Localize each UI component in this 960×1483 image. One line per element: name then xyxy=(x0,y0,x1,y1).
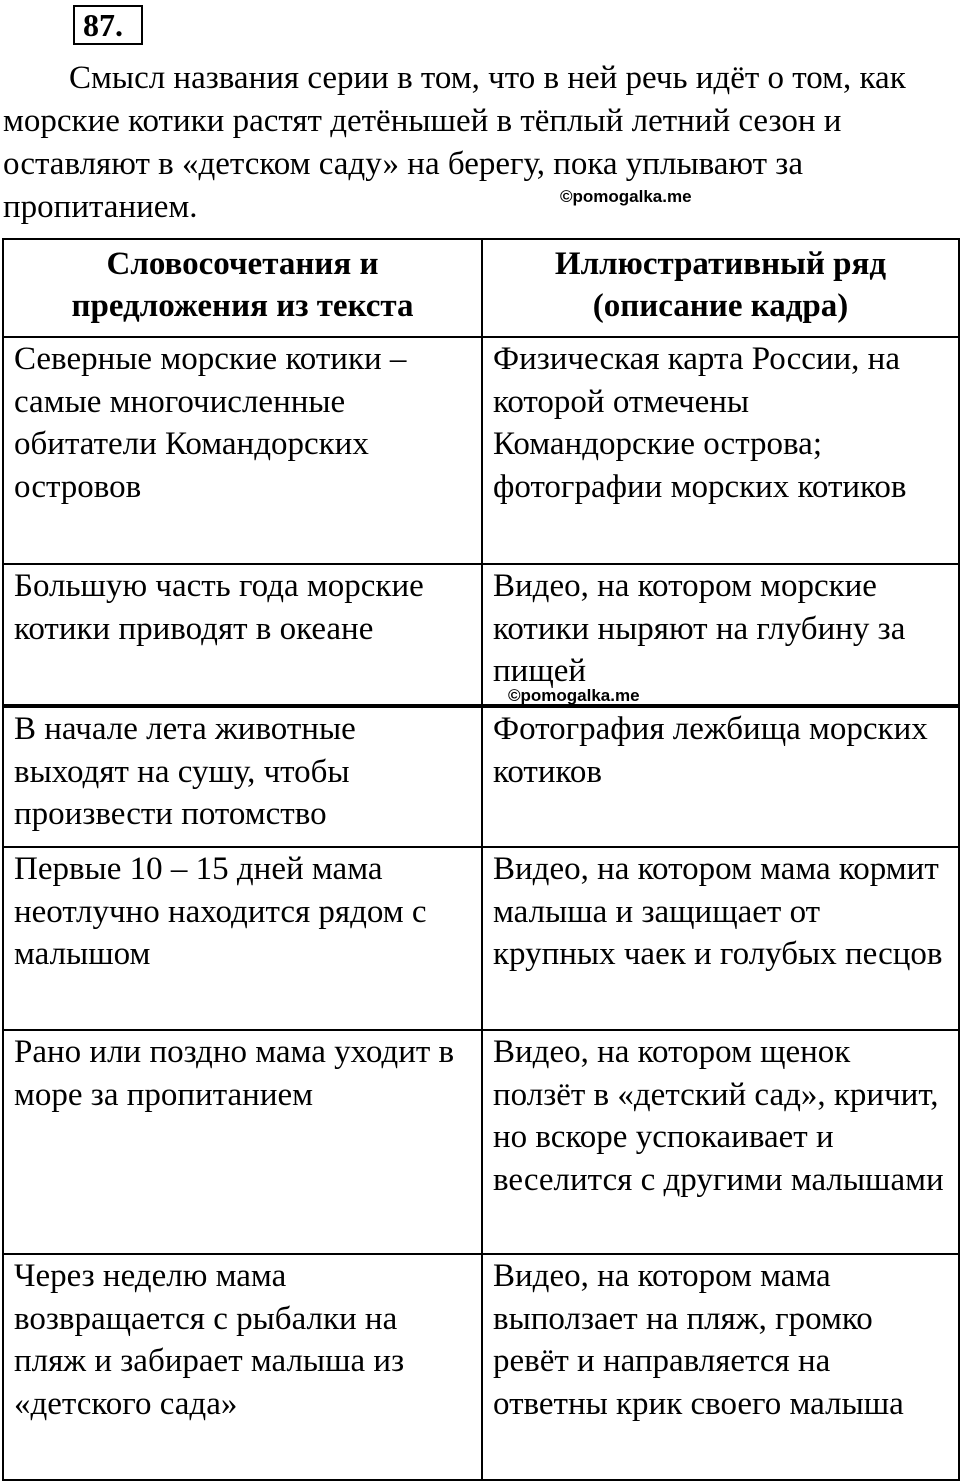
header-illustrations: Иллюстративный ряд (описание кадра) xyxy=(482,239,959,337)
cell-illustration: Физическая карта России, на которой отмечены Командорские острова; фотографии морских котиков xyxy=(482,337,959,564)
header-phrases: Словосочетания и предложения из текста xyxy=(3,239,482,337)
table-part-1 xyxy=(2,238,960,706)
table-header-row xyxy=(3,239,959,337)
cell-phrase: Рано или поздно мама уходит в море за пропитанием xyxy=(3,1030,482,1254)
table-row xyxy=(3,337,959,564)
table-row xyxy=(3,1254,959,1480)
cell-phrase: Через неделю мама возвращается с рыбалки на пляж и забирает малыша из «детского сада» xyxy=(3,1254,482,1480)
task-number: 87. xyxy=(73,5,143,45)
cell-phrase: Первые 10 – 15 дней мама неотлучно находится рядом с малышом xyxy=(3,847,482,1030)
cell-illustration: Видео, на котором мама кормит малыша и защищает от крупных чаек и голубых песцов xyxy=(482,847,959,1030)
intro-text: Смысл названия серии в том, что в ней речь идёт о том, как морские котики растят детёнышей в тёплый летний сезон и оставляют в «детском саду» на берегу, пока уплывают за пропитанием. xyxy=(3,60,906,225)
table-part-2 xyxy=(2,706,960,1481)
table-row xyxy=(3,564,959,705)
table-row xyxy=(3,1030,959,1254)
cell-illustration: Видео, на котором щенок ползёт в «детский сад», кричит, но вскоре успокаивает и веселится с другими малышами xyxy=(482,1030,959,1254)
watermark: ©pomogalka.me xyxy=(560,187,692,206)
watermark: ©pomogalka.me xyxy=(508,686,640,705)
cell-illustration: Видео, на котором мама выползает на пляж, громко ревёт и направляется на ответны крик своего малыша xyxy=(482,1254,959,1480)
cell-illustration: Видео, на котором морские котики ныряют на глубину за пищей xyxy=(482,564,959,705)
intro-paragraph xyxy=(3,57,958,229)
cell-phrase: В начале лета животные выходят на сушу, чтобы произвести потомство xyxy=(3,707,482,847)
table-row xyxy=(3,847,959,1030)
cell-phrase: Большую часть года морские котики приводят в океане xyxy=(3,564,482,705)
cell-illustration: Фотография лежбища морских котиков xyxy=(482,707,959,847)
cell-phrase: Северные морские котики – самые многочисленные обитатели Командорских островов xyxy=(3,337,482,564)
table-row xyxy=(3,707,959,847)
